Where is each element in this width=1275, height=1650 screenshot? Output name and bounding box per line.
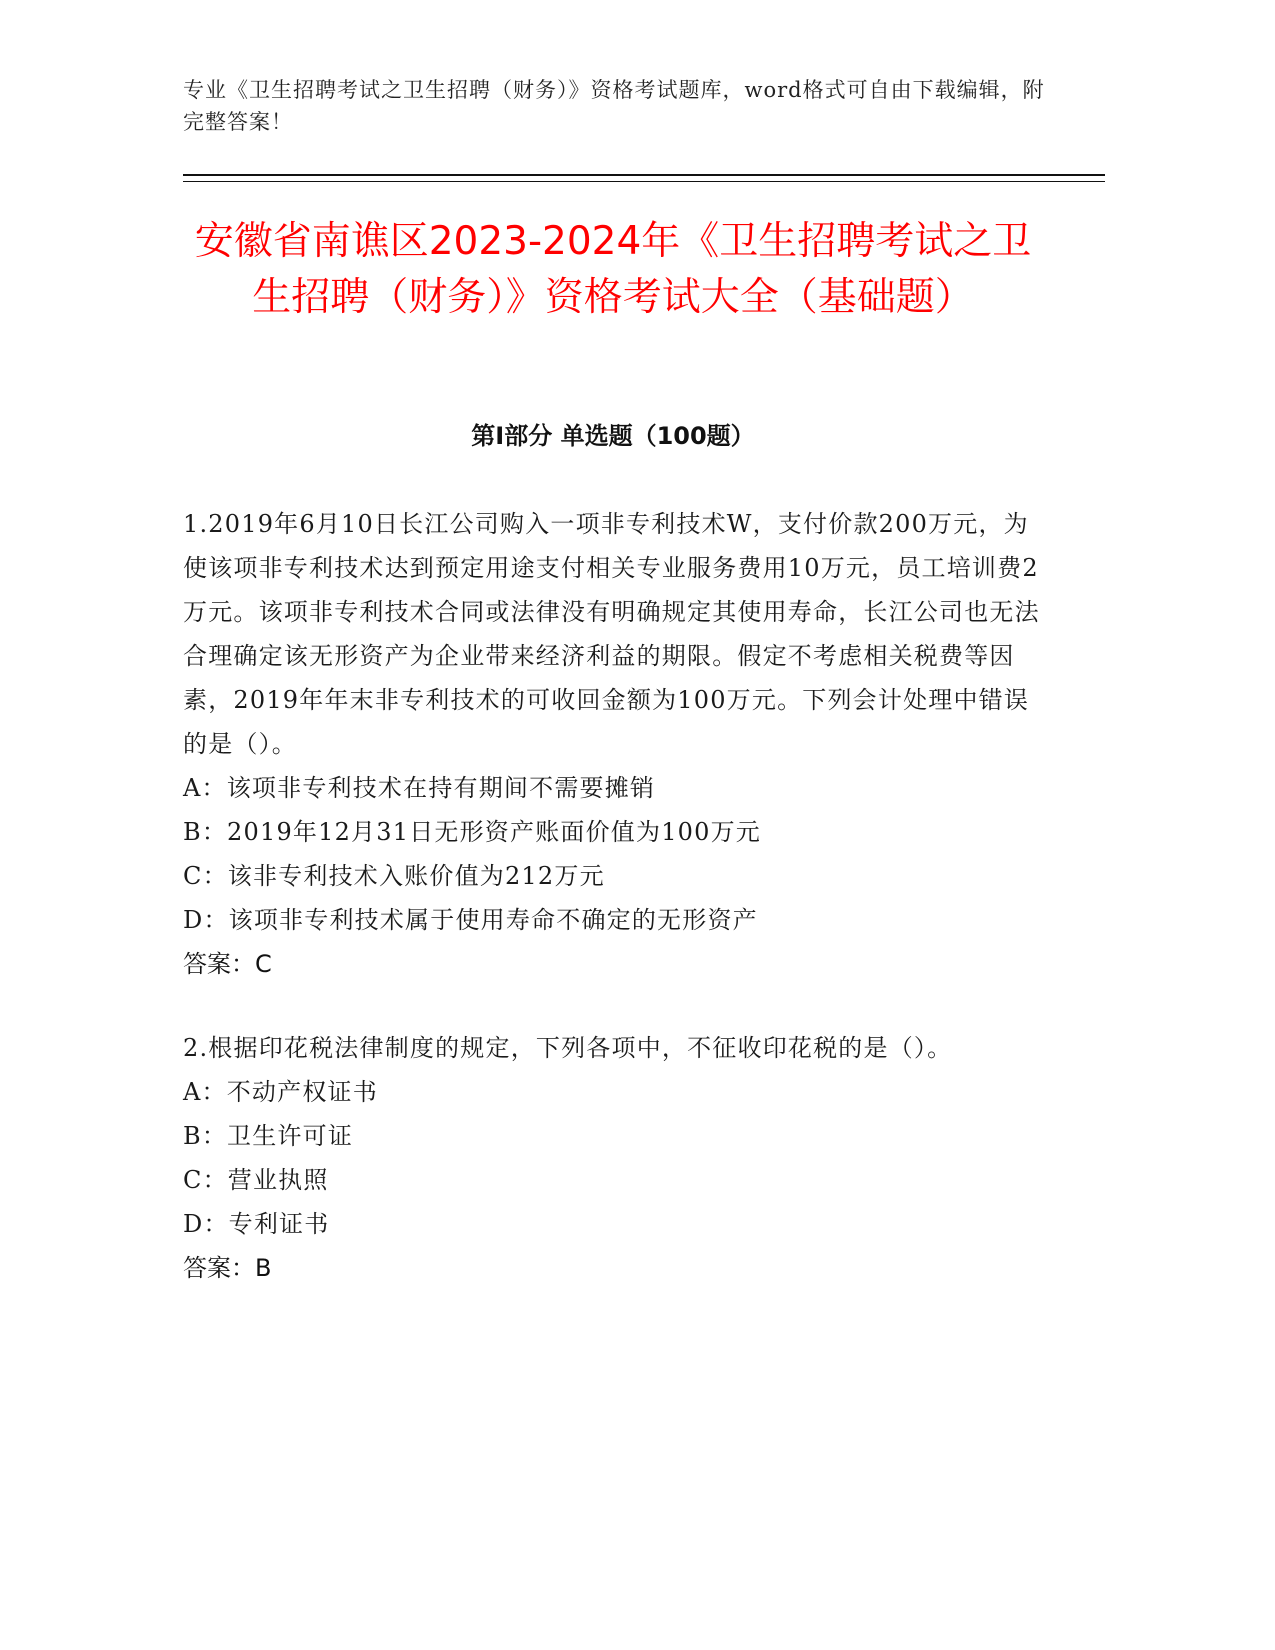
section-title: 第I部分 单选题（100题）	[471, 422, 755, 450]
option-a: A：该项非专利技术在持有期间不需要摊销	[183, 774, 656, 802]
option-b: B：2019年12月31日无形资产账面价值为100万元	[183, 818, 762, 846]
option-a: A：不动产权证书	[183, 1078, 378, 1106]
answer: 答案：B	[183, 1254, 272, 1282]
question-2	[183, 1026, 1043, 1290]
option-d: D：专利证书	[183, 1210, 330, 1238]
question-stem: 2.根据印花税法律制度的规定，下列各项中，不征收印花税的是（）。	[183, 1034, 953, 1062]
question-stem: 1.2019年6月10日长江公司购入一项非专利技术W，支付价款200万元，为使该项非专利技术达到预定用途支付相关专业服务费用10万元，员工培训费2万元。该项非专利技术合同或法律没有明确规定其使用寿命，长江公司也无法合理确定该无形资产为企业带来经济利益的期限。假定不考虑相关税费等因素，2019年年末非专利技术的可收回金额为100万元。下列会计处理中错误的是（）。	[183, 510, 1040, 758]
answer: 答案：C	[183, 950, 272, 978]
document-title: 安徽省南谯区2023-2024年《卫生招聘考试之卫生招聘（财务）》资格考试大全（基础题）	[194, 219, 1032, 320]
header-divider-thick	[183, 174, 1105, 176]
option-c: C：营业执照	[183, 1166, 329, 1194]
header-note: 专业《卫生招聘考试之卫生招聘（财务）》资格考试题库，word格式可自由下载编辑，附完整答案！	[183, 78, 1045, 134]
option-b: B：卫生许可证	[183, 1122, 354, 1150]
option-c: C：该非专利技术入账价值为212万元	[183, 862, 605, 890]
header-divider-thin	[183, 181, 1105, 182]
question-1	[183, 502, 1043, 986]
option-d: D：该项非专利技术属于使用寿命不确定的无形资产	[183, 906, 758, 934]
